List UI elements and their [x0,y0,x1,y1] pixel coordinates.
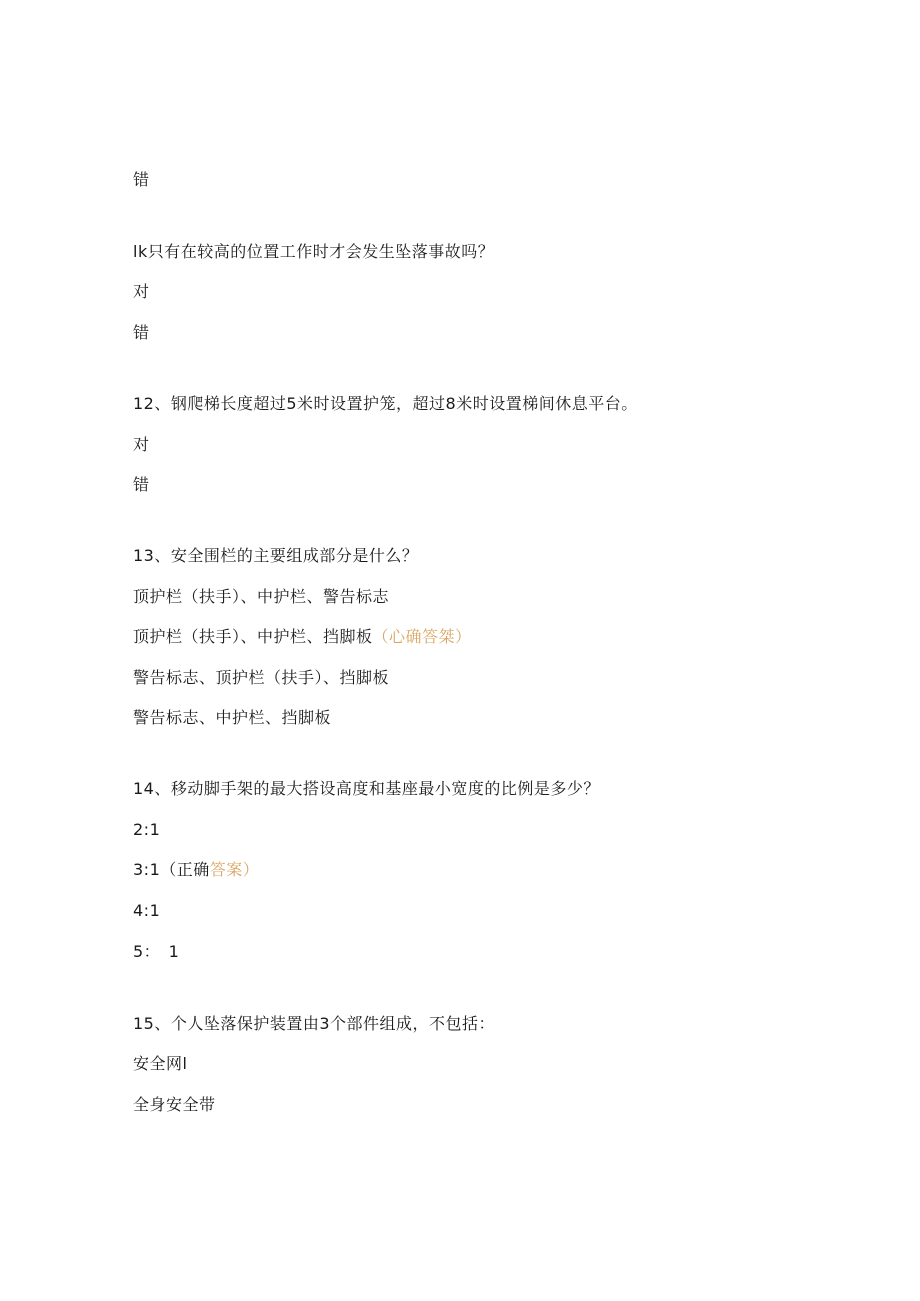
q12-option-b: 错 [133,475,150,494]
q14-option-b [133,860,259,880]
q15-option-a: 安全网l [133,1054,188,1073]
q15-question: 15、个人坠落保护装置由3个部件组成，不包括： [133,1014,496,1033]
q14-option-b-text: 3:1（正确 [133,860,210,879]
q10-option-b: 错 [133,170,150,189]
q13-question: 13、安全围栏的主要组成部分是什么？ [133,546,419,565]
q13-option-b-text: 顶护栏（扶手）、中护栏、挡脚板 [133,627,373,646]
q13-option-d: 警告标志、中护栏、挡脚板 [133,708,332,727]
q14-option-d: 5： 1 [133,942,180,961]
q11-option-b: 错 [133,323,150,342]
q12-option-a: 对 [133,435,150,454]
q15-option-b: 全身安全带 [133,1095,216,1114]
q12-question: 12、钢爬梯长度超过5米时设置护笼，超过8米时设置梯间休息平台。 [133,394,638,413]
correct-answer-mark: 答案） [209,860,260,879]
q11-option-a: 对 [133,282,150,301]
correct-answer-mark: （心确答桀） [372,627,472,646]
q13-option-b [133,627,472,647]
q14-option-c: 4:1 [133,901,161,920]
q14-question: 14、移动脚手架的最大搭设高度和基座最小宽度的比例是多少？ [133,779,600,798]
q13-option-c: 警告标志、顶护栏（扶手）、挡脚板 [133,668,390,687]
q14-option-a: 2:1 [133,820,161,839]
q11-question: lk只有在较高的位置工作时才会发生坠落事故吗？ [133,242,495,261]
q13-option-a: 顶护栏（扶手）、中护栏、警告标志 [133,587,390,606]
